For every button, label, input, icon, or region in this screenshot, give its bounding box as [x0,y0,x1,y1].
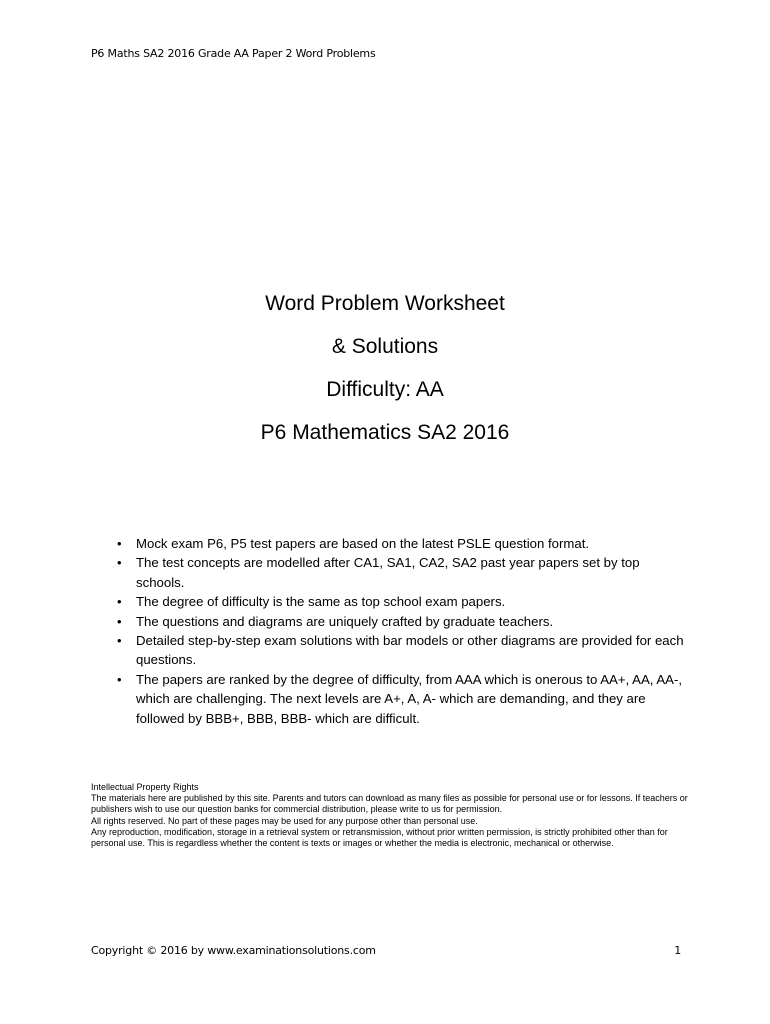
bullet-icon: • [117,555,122,571]
list-item-text: The test concepts are modelled after CA1, SA1, CA2, SA2 past year papers set by top schools. [136,555,640,590]
list-item [90,592,690,611]
bullet-icon: • [117,671,122,687]
ipr-paragraph: Any reproduction, modification, storage in a retrieval system or retransmission, without prior written permission, is strictly prohibited other than for personal use. This is regardless whether the content is texts or images or whether the media is electronic, mechanical or otherwise. [91,826,668,849]
intellectual-property-notice [91,782,691,849]
list-item [90,670,690,728]
list-item-text: The papers are ranked by the degree of difficulty, from AAA which is onerous to AA+, AA, AA-, which are challenging. The next levels are A+, A, A- which are demanding, and they are followed by BBB+, BBB, BBB- which are difficult. [136,671,682,726]
ipr-paragraph: The materials here are published by this site. Parents and tutors can download as many files as possible for personal use or for lessons. If teachers or publishers wish to use our question banks for commercial distribution, please write to us for permission. [91,793,688,815]
bullet-icon: • [117,536,122,551]
running-header: P6 Maths SA2 2016 Grade AA Paper 2 Word Problems [91,47,376,60]
bullet-icon: • [117,613,122,629]
difficulty-line: Difficulty: AA [326,378,444,401]
list-item [90,631,690,670]
list-item-text: Detailed step-by-step exam solutions with bar models or other diagrams are provided for each questions. [136,633,684,668]
subject-line: P6 Mathematics SA2 2016 [260,421,510,444]
ipr-heading: Intellectual Property Rights [91,782,199,792]
title-line: Word Problem Worksheet [265,292,505,315]
list-item-text: The questions and diagrams are uniquely crafted by graduate teachers. [136,613,554,629]
list-item-text: Mock exam P6, P5 test papers are based on the latest PSLE question format. [136,536,590,551]
page-number: 1 [674,944,681,957]
list-item-text: The degree of difficulty is the same as top school exam papers. [136,594,506,610]
page-footer [91,944,681,957]
list-item [90,534,690,553]
copyright-text: Copyright © 2016 by www.examinationsolutions.com [91,944,376,957]
title-block [0,287,770,459]
list-item [90,553,690,592]
ipr-paragraph: All rights reserved. No part of these pages may be used for any purpose other than personal use. [91,815,478,826]
bullet-icon: • [117,594,122,610]
feature-bullet-list [90,534,690,728]
subtitle-line: & Solutions [331,335,439,358]
list-item [90,612,690,631]
bullet-icon: • [117,633,122,649]
